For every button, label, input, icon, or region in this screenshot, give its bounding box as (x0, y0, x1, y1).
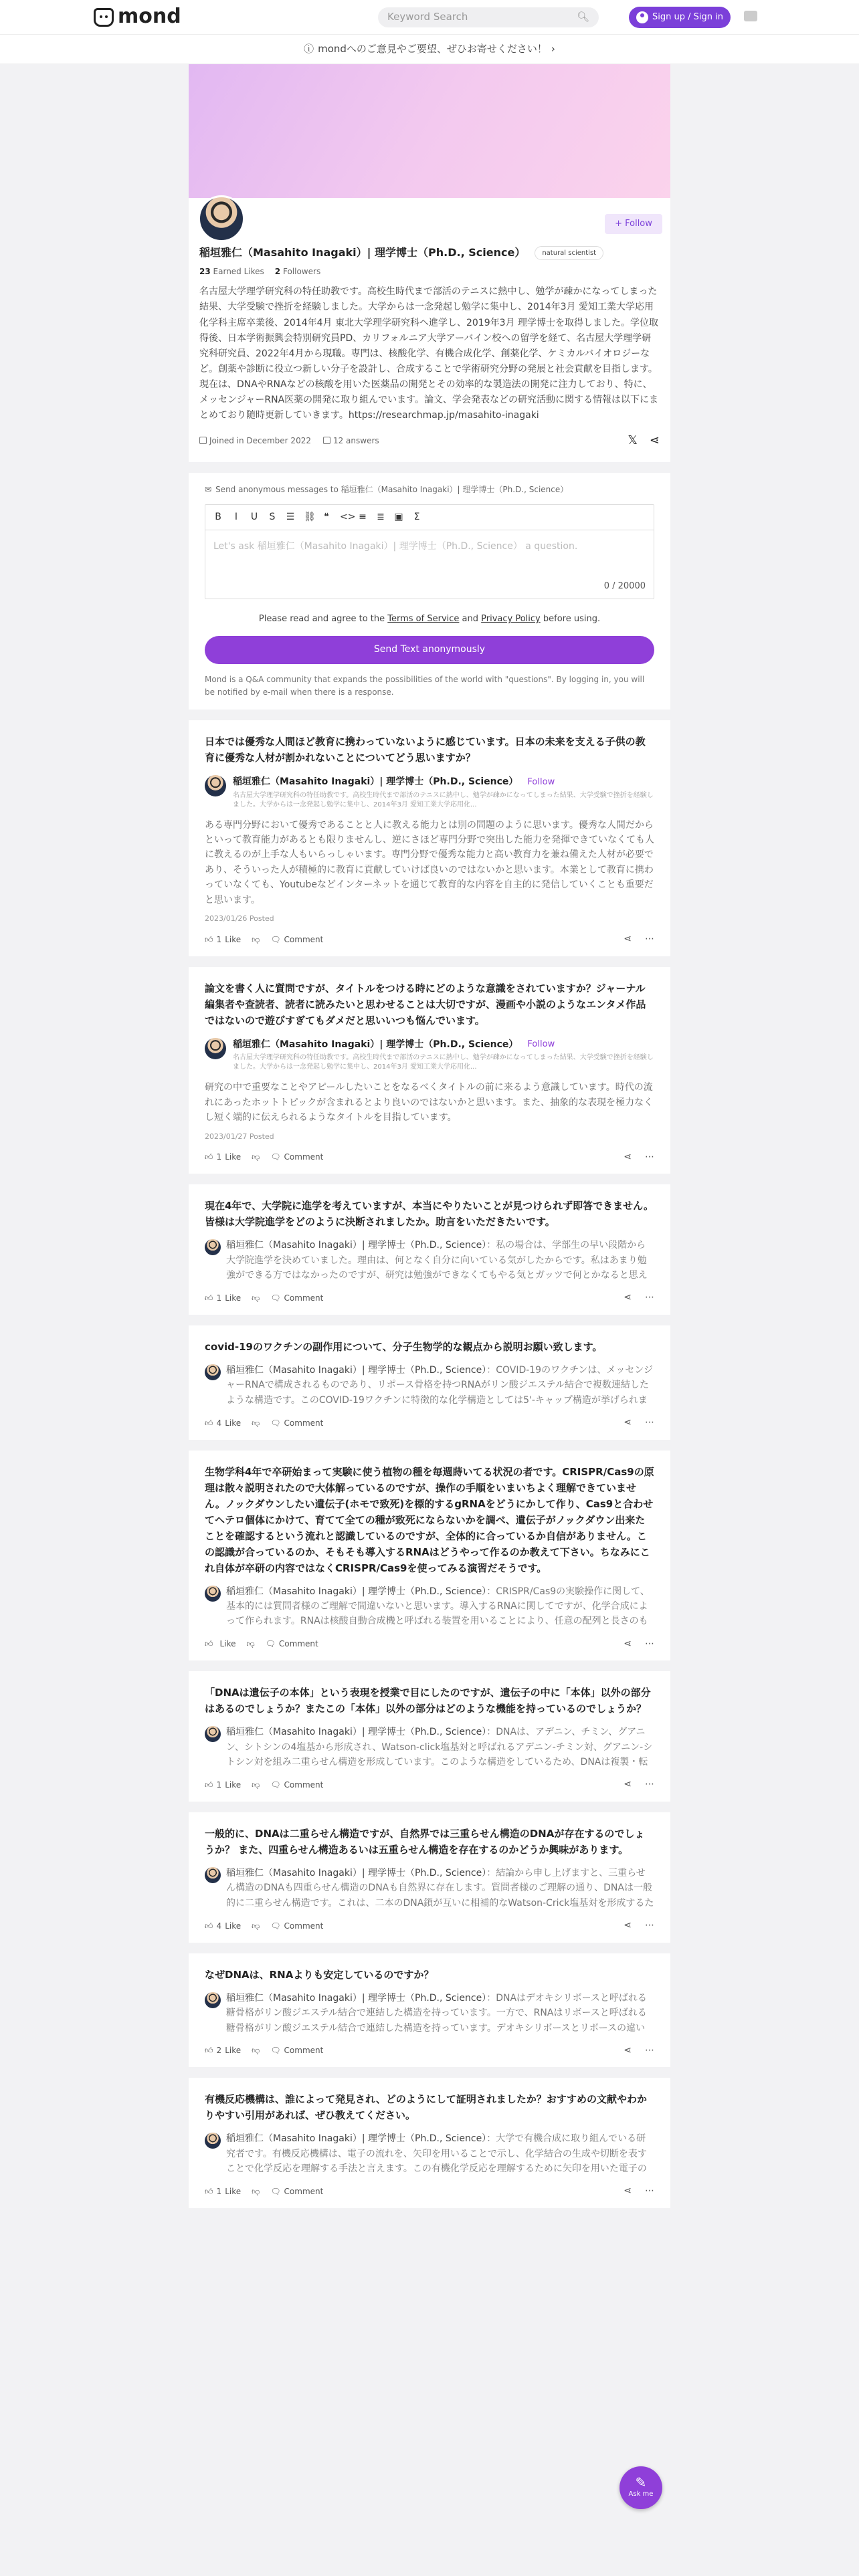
question-editor (205, 504, 654, 600)
answer-text: 大学で有機合成に取り組んでいる研究者です。有機反応機構は、電子の流れを、矢印を用いることで示し、化学結合の生成や切断を表すことで化学反応を理解する手法と言えます。この有機化学反応を理解するために矢印を用いた電子の (226, 2133, 647, 2175)
main-column (189, 64, 670, 2208)
comment-icon: 🗨︎ (270, 934, 281, 944)
answer-actions (205, 2184, 654, 2199)
posted-date: 2023/01/26 Posted (205, 914, 274, 923)
like-count: 1 (216, 1293, 222, 1303)
comment-button[interactable]: 🗨︎ Comment (270, 1292, 323, 1305)
thumb-up-icon: 👍︎ (205, 2046, 213, 2056)
search-icon: 🔍︎ (576, 11, 589, 23)
share-icon[interactable]: ⋖ (624, 2044, 632, 2056)
joined-date: Joined in December 2022 (199, 435, 311, 447)
answerer-avatar[interactable] (205, 1239, 221, 1255)
question-card[interactable] (189, 1812, 670, 1943)
logo-face-icon (94, 8, 114, 27)
toolbar-button[interactable]: I (234, 511, 238, 522)
toolbar-button[interactable]: ≣ (377, 511, 385, 522)
like-count: 4 (216, 1921, 222, 1931)
more-icon[interactable]: ⋯ (645, 1920, 654, 1931)
answer-text: CRISPR/Cas9の実験操作に関して、基本的には質問者様のご理解で間違いないと思います。導入するRNAに関してですが、化学合成によって作られます。RNAは核酸自動合成機と呼ばれる装置を用いることにより、任意の配列と長さのも (226, 1586, 650, 1627)
answer-preview[interactable]: 稲垣雅仁（Masahito Inagaki）| 理学博士（Ph.D., Science）：CRISPR/Cas9の実験操作に関して、基本的には質問者様のご理解で間違いないと思います。導入するRNAに関してですが、化学合成によって作られます。RNAは核酸自動合成機と呼ばれる装置を用いることにより、任意の配列と長さのも (205, 1584, 654, 1629)
like-count: 2 (216, 2046, 222, 2056)
pen-icon: ✎ (635, 2474, 647, 2491)
thumb-up-icon: 👍︎ (205, 1921, 213, 1931)
dislike-button[interactable] (252, 1417, 260, 1430)
answer-text: COVID-19のワクチンは、メッセンジャーRNAで構成されるものであり、リポース骨格を持つRNAがリン酸ジエステル結合で複数連結したような構造です。このCOVID-19ワクチンに特徴的な化学構造としては5'-キャップ構造が挙げられま (226, 1364, 654, 1406)
like-button[interactable]: 👍︎ Like (205, 1638, 235, 1650)
answerer-follow-button[interactable]: Follow (527, 1039, 555, 1050)
question-card[interactable] (189, 720, 670, 956)
search-placeholder: Keyword Search (387, 11, 468, 23)
like-count: 4 (216, 1418, 222, 1428)
answerer-name: 稲垣雅仁（Masahito Inagaki）| 理学博士（Ph.D., Science） (226, 1868, 487, 1879)
answerer-avatar[interactable] (205, 1726, 221, 1742)
profile-name: 稲垣雅仁（Masahito Inagaki）| 理学博士（Ph.D., Science） (199, 246, 526, 259)
more-icon[interactable]: ⋯ (645, 2185, 654, 2197)
question-title[interactable]: 日本では優秀な人間ほど教育に携わっていないように感じています。日本の未来を支える子供の教育に優秀な人材が割かれないことについてどう思いますか？ (205, 735, 646, 764)
dislike-button[interactable] (246, 1638, 254, 1650)
like-button[interactable]: 👍︎ 1 Like (205, 1779, 241, 1792)
user-icon (636, 11, 648, 23)
share-icon[interactable]: ⋖ (624, 934, 632, 944)
answerer-name: 稲垣雅仁（Masahito Inagaki）| 理学博士（Ph.D., Science） (226, 1992, 487, 2004)
more-icon[interactable]: ⋯ (645, 1779, 654, 1790)
comment-icon: 🗨︎ (270, 1152, 281, 1162)
share-icon[interactable]: ⋖ (624, 1416, 632, 1428)
question-card[interactable] (189, 1184, 670, 1315)
mail-icon: ✉ (205, 485, 212, 495)
profile-bio: 名古屋大学理学研究科の特任助教です。高校生時代まで部活のテニスに熱中し、勉学が疎かになってしまった結果、大学受験で挫折を経験しました。大学からは一念発起し勉学に集中し、2014年3月 愛知工業大学応用化学科主席卒業後、2014年4月 東北大学理学研究科へ進学し、2019年3月 理学博士を取得しました。学位取得後、日本学術振興会特別研究員PD、カリフォルニア大学アーバイン校への留学を経て、名古屋大学理学研究科研究員、2022年4月から現職。専門は、核酸化学、有機合成化学、創薬化学、ケミカルバイオロジーなど。創薬や診断に役立つ新しい分子を設計し、合成することで学術研究分野の発展と社会貢献を目指します。現在は、DNAやRNAなどの核酸を用いた医薬品の開発とその効率的な製造法の開発に注力しており、特に、メッセンジャーRNA医薬の開発に取り組んでいます。論文、学会発表などの研究活動に関する情報は以下にまとめており随時更新していきます。https://researchmap.jp/masahito-inagaki (199, 286, 659, 421)
answerer-name: 稲垣雅仁（Masahito Inagaki）| 理学博士（Ph.D., Science） (226, 1240, 487, 1251)
answer-text: 研究の中で重要なことやアピールしたいことをなるべくタイトルの前に来るよう意識しています。時代の流れにあったホットトピックが含まれるとより良いのではないかと思います。また、抽象的な表現を極力なくし短く端的に伝えられるようなタイトルを目指しています。 (205, 1082, 654, 1123)
answer-text: DNAは、アデニン、チミン、グアニン、シトシンの4塩基から形成され、Watson-click塩基対と呼ばれるアデニン-チミン対、グアニン-シトシン対を組み二重らせん構造を形成しています。このような構造をしているため、DNAは複製・転 (226, 1727, 653, 1768)
share-icon[interactable]: ⋖ (624, 1292, 632, 1303)
cover-image (189, 64, 670, 198)
answer-preview[interactable]: 稲垣雅仁（Masahito Inagaki）| 理学博士（Ph.D., Science）：DNAはデオキシリボースと呼ばれる糖骨格がリン酸ジエステル結合で連結した構造を持っています。一方で、RNAはリボースと呼ばれる糖骨格がリン酸ジエステル結合で連結した構造を持っています。デオキシリボースとリボースの違い (205, 1991, 654, 2036)
question-title[interactable]: 生物学科4年で卒研始まって実験に使う植物の種を毎週蒔いてる状況の者です。CRISPR/Cas9の原理は散々説明されたので大体解っているのですが、操作の手順をいまいちよく理解できていません。ノックダウンしたい遺伝子(ホモで致死)を標的するgRNAをどうにかして作り、Cas9と合わせてヘテロ個体にかけて、育てて全ての種が致死にならないかを調べ、遺伝子がノックダウン出来たことを確認するという流れと認識しているのですが、全体的に合っているか自信がありません。この認識が合っているのか、そもそも導入するRNAはどうやって作るのか教えて下さい。ちなみにこれ自体が卒研の内容ではなくCRISPR/Cas9を使ってみる演習だそうです。 (205, 1465, 654, 1574)
search-input[interactable] (378, 7, 599, 27)
profile-card (189, 64, 670, 462)
answer-preview[interactable]: 稲垣雅仁（Masahito Inagaki）| 理学博士（Ph.D., Science）：COVID-19のワクチンは、メッセンジャーRNAで構成されるものであり、リポース骨格を持つRNAがリン酸ジエステル結合で複数連結したような構造です。このCOVID-19ワクチンに特徴的な化学構造としては5'-キャップ構造が挙げられま (205, 1363, 654, 1408)
info-icon: ⓘ (304, 42, 314, 55)
toolbar-button[interactable]: S (269, 511, 276, 522)
comment-icon: 🗨︎ (270, 1418, 281, 1428)
question-card[interactable] (189, 1451, 670, 1661)
like-button[interactable]: 👍︎ 2 Like (205, 2044, 241, 2057)
toolbar-button[interactable]: ⛓ (304, 511, 316, 522)
answerer-avatar[interactable] (205, 2133, 221, 2149)
dislike-button[interactable] (252, 1292, 260, 1305)
profile-meta (199, 431, 660, 450)
answerer-name: 稲垣雅仁（Masahito Inagaki）| 理学博士（Ph.D., Science） (226, 2133, 487, 2145)
answer-text: ある専門分野において優秀であることと人に教える能力とは別の問題のように思います。優秀な人間だからといって教育能力があるとも限りませんし、逆にさほど専門分野で突出した能力を発揮できていなくても人に教えるのが上手な人もいらっしゃいます。専門分野で優秀な能力と高い教育力を兼ね備えた人材が必要であり、そういった人が積極的に教育に貢献していけば良いのではないかと思います。本業として教育に携わっていなくても、Youtubeなどインターネットを通じて教育的な内容を自主的に発信していくことも重要だと思います。 (205, 819, 654, 905)
dislike-button[interactable] (252, 1779, 260, 1792)
answer-preview[interactable]: 稲垣雅仁（Masahito Inagaki）| 理学博士（Ph.D., Science）：大学で有機合成に取り組んでいる研究者です。有機反応機構は、電子の流れを、矢印を用いることで示し、化学結合の生成や切断を表すことで化学反応を理解する手法と言えます。この有機化学反応を理解するために矢印を用いた電子の (205, 2131, 654, 2176)
message-icon[interactable] (744, 11, 757, 21)
answerer-avatar[interactable] (205, 1038, 226, 1059)
thumb-down-icon: 👎︎ (246, 1639, 255, 1649)
toolbar-button[interactable]: ❝ (324, 511, 329, 522)
like-button[interactable]: 👍︎ 1 Like (205, 934, 241, 946)
like-button[interactable]: 👍︎ 4 Like (205, 1920, 241, 1933)
answerer-avatar[interactable] (205, 1586, 221, 1602)
answerer-block (205, 1038, 654, 1073)
comment-button[interactable]: 🗨︎ Comment (266, 1638, 318, 1650)
send-anonymous-button[interactable]: Send Text anonymously (205, 636, 654, 664)
answer-actions (205, 1416, 654, 1430)
posted-date: 2023/01/27 Posted (205, 1132, 274, 1141)
logo-text: mond (118, 5, 181, 29)
share-icon[interactable]: ⋖ (624, 1151, 632, 1162)
like-count: 1 (216, 2186, 222, 2196)
earned-likes: 23 Earned Likes (199, 266, 264, 276)
follow-button[interactable]: + Follow (605, 214, 662, 234)
like-button[interactable]: 👍︎ 4 Like (205, 1417, 241, 1430)
chevron-right-icon: › (551, 42, 555, 55)
answerer-name[interactable]: 稲垣雅仁（Masahito Inagaki）| 理学博士（Ph.D., Science） (233, 1039, 518, 1050)
chat-icon (323, 437, 330, 444)
char-counter: 0 / 20000 (603, 581, 646, 592)
agree-text: Please read and agree to the Terms of Service and Privacy Policy before using. (258, 614, 601, 625)
signup-button[interactable] (629, 7, 731, 28)
question-textarea[interactable] (205, 530, 654, 599)
question-placeholder: Let's ask 稲垣雅仁（Masahito Inagaki）| 理学博士（Ph.D., Science） a question. (213, 541, 578, 552)
comment-icon: 🗨︎ (270, 2186, 281, 2196)
share-icon[interactable]: ⋖ (624, 1779, 632, 1790)
thumb-up-icon: 👍︎ (205, 1418, 213, 1428)
more-icon[interactable]: ⋯ (645, 1292, 654, 1303)
answer-actions (205, 1150, 654, 1165)
thumb-up-icon: 👍︎ (205, 934, 213, 944)
like-count: 1 (216, 1780, 222, 1790)
thumb-down-icon: 👎︎ (252, 1418, 260, 1428)
comment-icon: 🗨︎ (270, 1921, 281, 1931)
question-list (189, 720, 670, 2208)
terms-link[interactable]: Terms of Service (387, 614, 460, 625)
more-icon[interactable]: ⋯ (645, 1638, 654, 1649)
thumb-up-icon: 👍︎ (205, 1639, 213, 1649)
question-title[interactable]: 一般的に、DNAは二重らせん構造ですが、自然界では三重らせん構造のDNAが存在するのでしょうか？ また、四重らせん構造あるいは五重らせん構造を存在するのかどうか興味があります。 (205, 1828, 645, 1856)
fab-label: Ask me (628, 2490, 654, 2498)
answer-text: 結論から申し上げますと、三重らせん構造のDNAも四重らせん構造のDNAも自然界に存在します。質問者様のご理解の通り、DNAは一般的に二重らせん構造です。これは、二本のDNA鎖が互いに相補的なWatson-Crick塩基対を形成するた (226, 1868, 654, 1909)
share-icon[interactable]: ⋖ (624, 2185, 632, 2197)
comment-icon: 🗨︎ (270, 1780, 281, 1790)
question-title[interactable]: なぜDNAは、RNAよりも安定しているのですか？ (205, 1968, 434, 1981)
answerer-avatar[interactable] (205, 1867, 221, 1883)
profile-tag: natural scientist (535, 246, 603, 261)
question-card[interactable] (189, 1325, 670, 1440)
dislike-button[interactable] (252, 1920, 260, 1933)
like-button[interactable]: 👍︎ 1 Like (205, 1151, 241, 1164)
more-icon[interactable]: ⋯ (645, 1151, 654, 1162)
toolbar-button[interactable]: ▣ (394, 511, 403, 522)
answer-actions (205, 2044, 654, 2058)
like-count: 1 (216, 934, 222, 944)
share-icon[interactable]: ⋖ (649, 433, 660, 448)
ask-form (189, 473, 670, 710)
answer-text: DNAはデオキシリボースと呼ばれる糖骨格がリン酸ジエステル結合で連結した構造を持っています。一方で、RNAはリボースと呼ばれる糖骨格がリン酸ジエステル結合で連結した構造を持っています。デオキシリボースとリボースの違い (226, 1992, 647, 2034)
answer-preview[interactable]: 稲垣雅仁（Masahito Inagaki）| 理学博士（Ph.D., Science）：DNAは、アデニン、チミン、グアニン、シトシンの4塩基から形成され、Watson-click塩基対と呼ばれるアデニン-チミン対、グアニン-シトシン対を組み二重らせん構造を形成しています。このような構造をしているため、DNAは複製・転 (205, 1725, 654, 1769)
thumb-down-icon: 👎︎ (252, 1293, 260, 1303)
privacy-link[interactable]: Privacy Policy (481, 614, 541, 625)
answerer-name: 稲垣雅仁（Masahito Inagaki）| 理学博士（Ph.D., Science） (226, 1727, 487, 1738)
calendar-icon (199, 437, 207, 444)
thumb-down-icon: 👎︎ (252, 1921, 260, 1931)
question-title[interactable]: 現在4年で、大学院に進学を考えていますが、本当にやりたいことが見つけられず即答できません。皆様は大学院進学をどのように決断されましたか。助言をいただきたいです。 (205, 1200, 654, 1228)
comment-icon: 🗨︎ (270, 2046, 281, 2056)
comment-icon: 🗨︎ (265, 1639, 276, 1649)
thumb-down-icon: 👎︎ (252, 2046, 260, 2056)
x-share-icon[interactable]: 𝕏 (628, 433, 638, 448)
thumb-down-icon: 👎︎ (252, 1152, 260, 1162)
thumb-up-icon: 👍︎ (205, 1780, 213, 1790)
question-title[interactable]: 有機反応機構は、誰によって発見され、どのようにして証明されましたか？おすすめの文献やわかりやすい引用があれば、ぜひ教えてください。 (205, 2093, 648, 2122)
mond-info: Mond is a Q&A community that expands the possibilities of the world with "questions". By logging in, you will be notified by e-mail when there is a response. (205, 674, 645, 697)
answerer-bio: 名古屋大学理学研究科の特任助教です。高校生時代まで部活のテニスに熱中し、勉学が疎かになってしまった結果、大学受験で挫折を経験しました。大学からは一念発起し勉学に集中し、2014年3月 愛知工業大学応用化... (233, 791, 654, 809)
question-card[interactable] (189, 967, 670, 1174)
thumb-down-icon: 👎︎ (252, 934, 260, 944)
toolbar-button[interactable]: U (250, 511, 258, 522)
followers[interactable]: 2 Followers (274, 266, 321, 276)
answerer-avatar[interactable] (205, 775, 226, 796)
toolbar-button[interactable]: <> (340, 511, 356, 522)
answerer-name[interactable]: 稲垣雅仁（Masahito Inagaki）| 理学博士（Ph.D., Science） (233, 776, 518, 787)
comment-icon: 🗨︎ (270, 1293, 281, 1303)
comment-button[interactable]: 🗨︎ Comment (270, 1920, 323, 1933)
feedback-notice[interactable] (0, 35, 859, 64)
question-title[interactable]: 論文を書く人に質問ですが、タイトルをつける時にどのような意識をされていますか？ジャーナル編集者や査読者、読者に読みたいと思わせることは大切ですが、漫画や小説のようなエンタメ作品ではないので遊びすぎてもダメだと思いいつも悩んでいます。 (205, 982, 646, 1027)
answer-actions (205, 1291, 654, 1305)
more-icon[interactable]: ⋯ (645, 1416, 654, 1428)
like-count: 1 (216, 1152, 222, 1162)
question-title[interactable]: covid-19のワクチンの副作用について、分子生物学的な観点から説明お願い致します。 (205, 1340, 603, 1353)
comment-button[interactable]: 🗨︎ Comment (270, 1417, 323, 1430)
question-card[interactable] (189, 2078, 670, 2208)
answerer-avatar[interactable] (205, 1992, 221, 2008)
ask-form-title: ✉ Send anonymous messages to 稲垣雅仁（Masahito Inagaki）| 理学博士（Ph.D., Science） (205, 484, 654, 496)
answerer-name: 稲垣雅仁（Masahito Inagaki）| 理学博士（Ph.D., Science） (226, 1586, 487, 1597)
answer-actions (205, 1919, 654, 1933)
answer-preview[interactable]: 稲垣雅仁（Masahito Inagaki）| 理学博士（Ph.D., Science）：結論から申し上げますと、三重らせん構造のDNAも四重らせん構造のDNAも自然界に存在します。質問者様のご理解の通り、DNAは一般的に二重らせん構造です。これは、二本のDNA鎖が互いに相補的なWatson-Crick塩基対を形成するた (205, 1866, 654, 1911)
toolbar-button[interactable]: ☰ (286, 511, 295, 522)
thumb-up-icon: 👍︎ (205, 1293, 213, 1303)
answer-actions (205, 932, 654, 947)
question-title[interactable]: 「DNAは遺伝子の本体」という表現を授業で目にしたのですが、遺伝子の中に「本体」以外の部分はあるのでしょうか？またこの「本体」以外の部分はどのような機能を持っているのでしょうか？ (205, 1687, 651, 1715)
toolbar-button[interactable]: ≡ (359, 511, 367, 522)
comment-button[interactable]: 🗨︎ Comment (270, 2044, 323, 2057)
thumb-up-icon: 👍︎ (205, 2186, 213, 2196)
comment-button[interactable]: 🗨︎ Comment (270, 1779, 323, 1792)
question-card[interactable] (189, 1953, 670, 2068)
share-icon[interactable]: ⋖ (624, 1638, 632, 1649)
answerer-name: 稲垣雅仁（Masahito Inagaki）| 理学博士（Ph.D., Science） (226, 1364, 487, 1376)
answerer-follow-button[interactable]: Follow (527, 776, 555, 787)
answerer-bio: 名古屋大学理学研究科の特任助教です。高校生時代まで部活のテニスに熱中し、勉学が疎かになってしまった結果、大学受験で挫折を経験しました。大学からは一念発起し勉学に集中し、2014年3月 愛知工業大学応用化... (233, 1054, 654, 1071)
ask-me-fab[interactable] (619, 2466, 662, 2509)
comment-button[interactable]: 🗨︎ Comment (270, 1151, 323, 1164)
thumb-down-icon: 👎︎ (252, 1780, 260, 1790)
more-icon[interactable]: ⋯ (645, 2044, 654, 2056)
mond-logo[interactable] (94, 1, 181, 33)
notice-text: mondへのご意見やご要望、ぜひお寄せください！ (318, 42, 547, 55)
comment-button[interactable]: 🗨︎ Comment (270, 934, 323, 946)
toolbar-button[interactable]: B (215, 511, 221, 522)
dislike-button[interactable] (252, 1151, 260, 1164)
answer-preview[interactable]: 稲垣雅仁（Masahito Inagaki）| 理学博士（Ph.D., Science）：私の場合は、学部生の早い段階から大学院進学を決めていました。理由は、何となく自分に向いている気がしたからです。私はあまり勉強ができる方ではなかったのですが、研究は勉強ができなくてもやる気とガッツで何とかなると思え (205, 1238, 654, 1283)
thumb-down-icon: 👎︎ (252, 2186, 260, 2196)
answers-count: 12 answers (323, 435, 379, 447)
answerer-block (205, 775, 654, 810)
answer-actions (205, 1637, 654, 1652)
dislike-button[interactable] (252, 934, 260, 946)
answerer-avatar[interactable] (205, 1364, 221, 1380)
like-button[interactable]: 👍︎ 1 Like (205, 2185, 241, 2198)
answer-text: 私の場合は、学部生の早い段階から大学院進学を決めていました。理由は、何となく自分に向いている気がしたからです。私はあまり勉強ができる方ではなかったのですが、研究は勉強ができなくてもやる気とガッツで何とかなると思え (226, 1240, 648, 1281)
share-icon[interactable]: ⋖ (624, 1920, 632, 1931)
dislike-button[interactable] (252, 2185, 260, 2198)
dislike-button[interactable] (252, 2044, 260, 2057)
toolbar-button[interactable]: Σ (413, 511, 420, 522)
top-header (0, 0, 859, 35)
thumb-up-icon: 👍︎ (205, 1152, 213, 1162)
question-card[interactable] (189, 1671, 670, 1802)
editor-toolbar (205, 505, 654, 531)
answer-actions (205, 1778, 654, 1792)
more-icon[interactable]: ⋯ (645, 934, 654, 944)
comment-button[interactable]: 🗨︎ Comment (270, 2185, 323, 2198)
signup-label: Sign up / Sign in (652, 11, 723, 22)
profile-stats (199, 265, 660, 278)
like-button[interactable]: 👍︎ 1 Like (205, 1292, 241, 1305)
